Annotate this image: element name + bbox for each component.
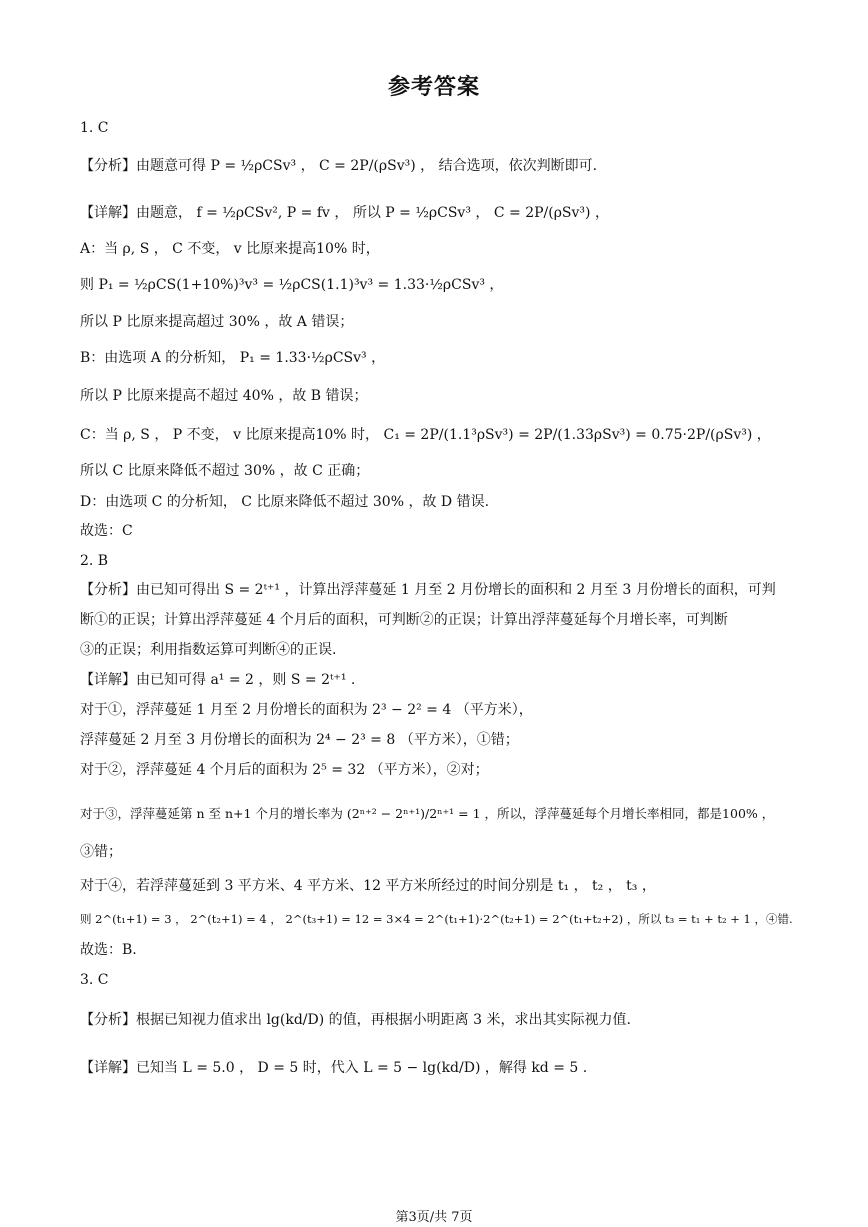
answer-line: 3. C xyxy=(80,972,109,988)
answer-line: A：当 ρ, S ， C 不变， v 比原来提高10% 时， xyxy=(80,241,380,257)
answer-line: 对于①，浮萍蔓延 1 月至 2 月份增长的面积为 2³ − 2² = 4 （平方米）， xyxy=(80,702,533,718)
answer-line: 所以 C 比原来降低不超过 30% ，故 C 正确； xyxy=(80,463,370,479)
answer-line: 对于③，浮萍蔓延第 n 至 n+1 个月的增长率为 (2ⁿ⁺² − 2ⁿ⁺¹)/2ⁿ⁺¹ = 1 ，所以，浮萍蔓延每个月增长率相同，都是100% ， xyxy=(80,806,775,821)
page-footer: 第3页/共 7页 xyxy=(395,1210,473,1225)
answer-line: 故选：C xyxy=(80,523,133,539)
answer-line: 所以 P 比原来提高超过 30% ，故 A 错误； xyxy=(80,314,354,330)
answer-line: 1. C xyxy=(80,120,109,136)
answer-line: 【分析】由题意可得 P = ½ρCSv³ ， C = 2P/(ρSv³) ， 结合选项，依次判断即可. xyxy=(80,158,598,174)
answer-line: 断①的正误；计算出浮萍蔓延 4 个月后的面积，可判断②的正误；计算出浮萍蔓延每个月增长率，可判断 xyxy=(80,612,728,628)
answer-line: 【分析】根据已知视力值求出 lg(kd/D) 的值，再根据小明距离 3 米，求出其实际视力值. xyxy=(80,1012,631,1028)
answer-line: 对于②，浮萍蔓延 4 个月后的面积为 2⁵ = 32 （平方米），②对； xyxy=(80,762,489,778)
answer-line: 对于④，若浮萍蔓延到 3 平方米、4 平方米、12 平方米所经过的时间分别是 t₁ ， t₂ ， t₃ ， xyxy=(80,878,656,894)
answer-line: 则 2^(t₁+1) = 3 ， 2^(t₂+1) = 4 ， 2^(t₃+1) = 12 = 3×4 = 2^(t₁+1)·2^(t₂+1) = 2^(t₁+t₂+2) ，所以 t₃ = t₁ + t₂ + 1 ，④错. xyxy=(80,912,793,926)
answer-line: 故选：B. xyxy=(80,942,137,958)
answer-line: 2. B xyxy=(80,553,109,569)
answer-line: D：由选项 C 的分析知， C 比原来降低不超过 30% ，故 D 错误. xyxy=(80,494,490,510)
answer-line: 【详解】已知当 L = 5.0 ， D = 5 时，代入 L = 5 − lg(kd/D) ，解得 kd = 5 . xyxy=(80,1060,588,1076)
page-title: 参考答案 xyxy=(387,75,480,100)
answer-line: 则 P₁ = ½ρCS(1+10%)³v³ = ½ρCS(1.1)³v³ = 1.33·½ρCSv³ ， xyxy=(80,277,504,293)
answer-line: 【详解】由题意， f = ½ρCSv², P = fv ， 所以 P = ½ρCSv³ ， C = 2P/(ρSv³) ， xyxy=(80,205,609,221)
answer-line: ③的正误；利用指数运算可判断④的正误. xyxy=(80,642,337,658)
answer-line: C：当 ρ, S ， P 不变， v 比原来提高10% 时， C₁ = 2P/(1.1³ρSv³) = 2P/(1.33ρSv³) = 0.75·2P/(ρSv³) ， xyxy=(80,427,771,443)
answer-line: 【分析】由已知可得出 S = 2ᵗ⁺¹ ，计算出浮萍蔓延 1 月至 2 月份增长的面积和 2 月至 3 月份增长的面积，可判 xyxy=(80,582,776,598)
answer-line: 【详解】由已知可得 a¹ = 2 ，则 S = 2ᵗ⁺¹ . xyxy=(80,672,356,688)
answer-line: 浮萍蔓延 2 月至 3 月份增长的面积为 2⁴ − 2³ = 8 （平方米），①错； xyxy=(80,732,519,748)
answer-line: ③错； xyxy=(80,844,122,860)
answer-line: B：由选项 A 的分析知， P₁ = 1.33·½ρCSv³ ， xyxy=(80,350,386,366)
answer-line: 所以 P 比原来提高不超过 40% ，故 B 错误； xyxy=(80,388,368,404)
